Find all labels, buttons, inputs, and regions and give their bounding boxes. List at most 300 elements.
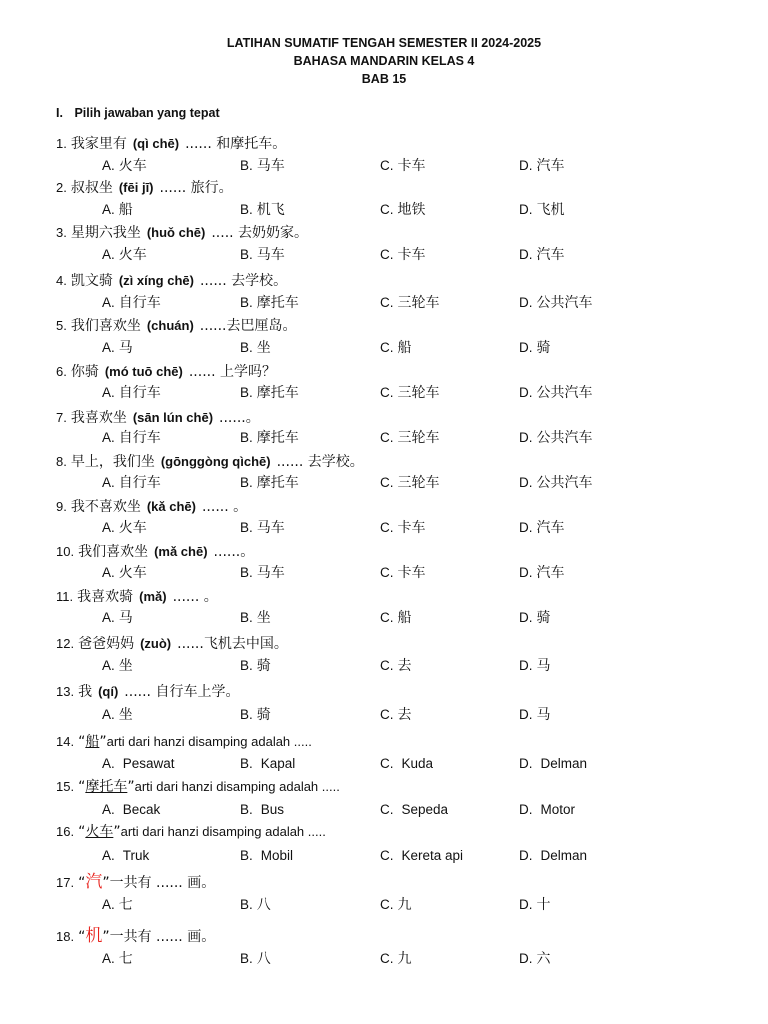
option-letter: A. <box>102 802 115 817</box>
answer-option[interactable] <box>240 245 285 265</box>
answer-option[interactable] <box>380 705 412 725</box>
answer-option[interactable] <box>519 473 593 493</box>
option-text: 骑 <box>256 707 271 723</box>
option-text: 摩托车 <box>256 385 299 401</box>
option-text: 船 <box>397 340 412 356</box>
option-letter: C. <box>380 707 394 722</box>
answer-option[interactable] <box>380 895 412 915</box>
option-text: 三轮车 <box>397 430 440 446</box>
question-11 <box>56 587 218 607</box>
option-letter: D. <box>519 802 533 817</box>
option-letter: B. <box>240 520 253 535</box>
question-blank: ...... 旅行。 <box>159 180 233 196</box>
option-text: Kapal <box>260 756 296 771</box>
question-number: 6. <box>56 364 67 379</box>
option-letter: B. <box>240 951 253 966</box>
question-2 <box>56 178 233 198</box>
answer-option[interactable] <box>519 383 593 403</box>
pinyin: (mǎ) <box>139 589 167 604</box>
option-text: 机飞 <box>256 202 285 218</box>
answer-option[interactable] <box>380 949 412 969</box>
question-blank: ......飞机去中国。 <box>177 636 288 652</box>
option-letter: A. <box>102 158 115 173</box>
answer-option[interactable] <box>240 338 271 358</box>
option-letter: A. <box>102 295 115 310</box>
option-text: 三轮车 <box>397 295 440 311</box>
option-text: 卡车 <box>397 565 426 581</box>
option-text: 汽车 <box>536 247 565 263</box>
option-letter: B. <box>240 385 253 400</box>
question-text: arti dari hanzi disamping adalah ..... <box>134 779 340 794</box>
hanzi-highlight: 机 <box>85 926 103 946</box>
answer-option[interactable] <box>102 383 161 403</box>
answer-option[interactable] <box>380 846 463 866</box>
option-letter: D. <box>519 158 533 173</box>
answer-option[interactable] <box>102 800 160 820</box>
answer-option[interactable] <box>519 656 551 676</box>
answer-option[interactable] <box>102 754 175 774</box>
question-15 <box>56 777 340 797</box>
question-18 <box>56 926 215 947</box>
option-text: 去 <box>397 658 412 674</box>
option-letter: A. <box>102 565 115 580</box>
question-text: arti dari hanzi disamping adalah ..... <box>120 824 326 839</box>
option-text: 摩托车 <box>256 295 299 311</box>
pinyin: (gōnggòng qìchē) <box>160 454 271 469</box>
answer-option[interactable] <box>380 563 426 583</box>
option-letter: C. <box>380 610 394 625</box>
option-letter: B. <box>240 565 253 580</box>
answer-option[interactable] <box>380 800 448 820</box>
answer-option[interactable] <box>380 245 426 265</box>
question-number: 4. <box>56 273 67 288</box>
option-letter: C. <box>380 848 394 863</box>
option-letter: A. <box>102 430 115 445</box>
answer-option[interactable] <box>240 800 284 820</box>
answer-option[interactable] <box>102 563 147 583</box>
answer-option[interactable] <box>519 800 575 820</box>
option-text: 马 <box>536 707 551 723</box>
option-letter: C. <box>380 340 394 355</box>
option-text: 自行车 <box>118 385 161 401</box>
option-letter: A. <box>102 610 115 625</box>
question-text: 我家里有 <box>70 136 127 152</box>
question-number: 5. <box>56 318 67 333</box>
answer-option[interactable] <box>519 156 565 176</box>
answer-option[interactable] <box>102 518 147 538</box>
question-blank: ......。 <box>213 544 255 560</box>
question-number: 11. <box>56 589 74 604</box>
answer-option[interactable] <box>380 608 412 628</box>
option-letter: D. <box>519 565 533 580</box>
quote-open: “ <box>78 875 86 891</box>
option-text: 火车 <box>118 247 147 263</box>
option-text: 坐 <box>256 340 271 356</box>
option-text: 火车 <box>118 565 147 581</box>
option-letter: C. <box>380 475 394 490</box>
answer-option[interactable] <box>380 473 440 493</box>
question-text: 星期六我坐 <box>70 225 141 241</box>
option-letter: B. <box>240 610 253 625</box>
option-text: 坐 <box>118 658 133 674</box>
answer-option[interactable] <box>380 428 440 448</box>
option-text: 骑 <box>536 340 551 356</box>
question-1 <box>56 134 286 154</box>
question-text: 我们喜欢坐 <box>78 544 149 560</box>
option-letter: B. <box>240 756 253 771</box>
option-text: 卡车 <box>397 158 426 174</box>
answer-option[interactable] <box>380 156 426 176</box>
question-13 <box>56 682 239 702</box>
option-letter: C. <box>380 520 394 535</box>
option-text: 八 <box>256 897 271 913</box>
question-16 <box>56 822 326 842</box>
option-letter: D. <box>519 520 533 535</box>
option-letter: C. <box>380 565 394 580</box>
option-letter: D. <box>519 658 533 673</box>
answer-option[interactable] <box>240 156 285 176</box>
option-letter: C. <box>380 247 394 262</box>
option-letter: A. <box>102 658 115 673</box>
option-letter: D. <box>519 707 533 722</box>
answer-option[interactable] <box>102 608 133 628</box>
answer-option[interactable] <box>102 705 133 725</box>
answer-option[interactable] <box>102 656 133 676</box>
answer-option[interactable] <box>240 563 285 583</box>
quote-open: “ <box>78 929 86 945</box>
answer-option[interactable] <box>240 293 299 313</box>
answer-option[interactable] <box>240 383 299 403</box>
option-text: 九 <box>397 951 412 967</box>
option-text: 公共汽车 <box>536 385 593 401</box>
option-letter: A. <box>102 951 115 966</box>
answer-option[interactable] <box>240 428 299 448</box>
answer-option[interactable] <box>519 846 587 866</box>
question-7 <box>56 408 260 428</box>
option-letter: D. <box>519 756 533 771</box>
option-letter: A. <box>102 247 115 262</box>
question-blank: ......去巴厘岛。 <box>199 318 297 334</box>
question-blank: ...... 去学校。 <box>199 273 288 289</box>
quote-open: “ <box>78 734 86 750</box>
option-letter: B. <box>240 475 253 490</box>
option-text: 八 <box>256 951 271 967</box>
option-text: 三轮车 <box>397 475 440 491</box>
question-number: 3. <box>56 225 67 240</box>
option-text: 公共汽车 <box>536 295 593 311</box>
answer-option[interactable] <box>519 245 565 265</box>
option-text: 坐 <box>118 707 133 723</box>
option-text: 公共汽车 <box>536 475 593 491</box>
question-text: 爸爸妈妈 <box>78 636 135 652</box>
question-blank: ...... 上学吗？ <box>188 364 276 380</box>
answer-option[interactable] <box>102 200 133 220</box>
option-letter: D. <box>519 340 533 355</box>
answer-option[interactable] <box>519 518 565 538</box>
option-text: 汽车 <box>536 565 565 581</box>
title-line-2: BAHASA MANDARIN KELAS 4 <box>293 54 475 68</box>
hanzi-highlight: 汽 <box>85 872 103 892</box>
answer-option[interactable] <box>102 156 147 176</box>
option-letter: B. <box>240 340 253 355</box>
option-text: 自行车 <box>118 295 161 311</box>
pinyin: (chuán) <box>146 318 194 333</box>
option-letter: A. <box>102 202 115 217</box>
pinyin: (mó tuō chē) <box>104 364 183 379</box>
option-text: 火车 <box>118 158 147 174</box>
title-line-1: LATIHAN SUMATIF TENGAH SEMESTER II 2024-2025 <box>226 36 542 50</box>
quote-close: ” <box>113 824 121 840</box>
answer-option[interactable] <box>102 949 133 969</box>
option-letter: B. <box>240 658 253 673</box>
answer-option[interactable] <box>240 846 293 866</box>
option-letter: C. <box>380 658 394 673</box>
answer-option[interactable] <box>519 428 593 448</box>
option-letter: D. <box>519 848 533 863</box>
question-14 <box>56 732 312 752</box>
quote-open: “ <box>78 779 86 795</box>
option-text: Sepeda <box>401 802 449 817</box>
option-text: Delman <box>540 756 588 771</box>
question-text: 一共有 ...... 画。 <box>109 929 216 945</box>
question-number: 7. <box>56 410 67 425</box>
option-text: 马车 <box>256 158 285 174</box>
pinyin: (qí) <box>98 684 119 699</box>
option-letter: B. <box>240 158 253 173</box>
option-letter: C. <box>380 802 394 817</box>
option-text: 马 <box>536 658 551 674</box>
option-letter: D. <box>519 295 533 310</box>
section-number: I. <box>56 106 63 120</box>
question-blank: ...... 。 <box>201 499 248 515</box>
option-text: 十 <box>536 897 551 913</box>
option-letter: B. <box>240 430 253 445</box>
question-blank: ..... 去奶奶家。 <box>211 225 309 241</box>
question-text: 我们喜欢坐 <box>70 318 141 334</box>
question-number: 12. <box>56 636 75 651</box>
option-text: 骑 <box>256 658 271 674</box>
option-letter: C. <box>380 385 394 400</box>
option-letter: B. <box>240 295 253 310</box>
answer-option[interactable] <box>519 949 551 969</box>
option-text: 汽车 <box>536 520 565 536</box>
option-text: 船 <box>118 202 133 218</box>
question-blank: ...... 。 <box>172 589 218 605</box>
answer-option[interactable] <box>380 293 440 313</box>
title-line-3: BAB 15 <box>361 72 407 86</box>
question-number: 16. <box>56 824 75 839</box>
option-text: 马 <box>118 610 133 626</box>
answer-option[interactable] <box>519 895 551 915</box>
question-number: 2. <box>56 180 67 195</box>
question-blank: ...... 和摩托车。 <box>185 136 287 152</box>
answer-option[interactable] <box>380 754 433 774</box>
quote-close: ” <box>127 779 135 795</box>
question-text: 我喜欢骑 <box>77 589 134 605</box>
question-8 <box>56 452 364 472</box>
question-3 <box>56 223 308 243</box>
answer-option[interactable] <box>380 518 426 538</box>
answer-option[interactable] <box>519 338 551 358</box>
answer-option[interactable] <box>240 473 299 493</box>
option-text: 摩托车 <box>256 430 299 446</box>
question-number: 9. <box>56 499 67 514</box>
section-heading <box>56 106 220 120</box>
answer-option[interactable] <box>102 428 161 448</box>
option-text: 马车 <box>256 520 285 536</box>
question-text: 凯文骑 <box>70 273 113 289</box>
option-letter: C. <box>380 897 394 912</box>
answer-option[interactable] <box>240 705 271 725</box>
answer-option[interactable] <box>240 949 271 969</box>
section-title: Pilih jawaban yang tepat <box>74 106 220 120</box>
option-text: 骑 <box>536 610 551 626</box>
option-text: 坐 <box>256 610 271 626</box>
option-text: 七 <box>118 951 133 967</box>
option-text: 去 <box>397 707 412 723</box>
option-text: 马车 <box>256 565 285 581</box>
option-text: Bus <box>260 802 285 817</box>
answer-option[interactable] <box>102 846 149 866</box>
question-text: 我不喜欢坐 <box>70 499 141 515</box>
option-text: 地铁 <box>397 202 426 218</box>
answer-option[interactable] <box>519 293 593 313</box>
answer-option[interactable] <box>380 383 440 403</box>
pinyin: (kǎ chē) <box>146 499 196 514</box>
answer-option[interactable] <box>102 473 161 493</box>
question-9 <box>56 497 247 517</box>
option-text: Pesawat <box>122 756 175 771</box>
option-letter: D. <box>519 475 533 490</box>
question-17 <box>56 872 215 893</box>
answer-option[interactable] <box>519 754 587 774</box>
option-text: Truk <box>122 848 150 863</box>
option-letter: C. <box>380 951 394 966</box>
question-number: 10. <box>56 544 75 559</box>
option-letter: A. <box>102 848 115 863</box>
option-letter: A. <box>102 707 115 722</box>
option-letter: B. <box>240 707 253 722</box>
option-text: 飞机 <box>536 202 565 218</box>
option-letter: C. <box>380 295 394 310</box>
option-letter: B. <box>240 247 253 262</box>
hanzi-prompt: 摩托车 <box>85 779 128 795</box>
option-text: Delman <box>540 848 588 863</box>
question-10 <box>56 542 254 562</box>
hanzi-prompt: 船 <box>85 734 100 750</box>
option-letter: A. <box>102 385 115 400</box>
question-blank: ...... 自行车上学。 <box>124 684 240 700</box>
pinyin: (zì xíng chē) <box>118 273 194 288</box>
option-text: 七 <box>118 897 133 913</box>
option-letter: C. <box>380 756 394 771</box>
option-letter: B. <box>240 202 253 217</box>
pinyin: (huǒ chē) <box>146 225 206 240</box>
question-text: arti dari hanzi disamping adalah ..... <box>106 734 312 749</box>
option-letter: B. <box>240 897 253 912</box>
answer-option[interactable] <box>519 200 565 220</box>
quote-close: ” <box>102 929 110 945</box>
question-text: 我喜欢坐 <box>70 410 127 426</box>
option-letter: A. <box>102 520 115 535</box>
option-letter: A. <box>102 475 115 490</box>
option-text: 火车 <box>118 520 147 536</box>
answer-option[interactable] <box>102 293 161 313</box>
option-text: Mobil <box>260 848 294 863</box>
quote-open: “ <box>78 824 86 840</box>
option-letter: D. <box>519 202 533 217</box>
answer-option[interactable] <box>380 338 412 358</box>
answer-option[interactable] <box>240 656 271 676</box>
option-letter: D. <box>519 897 533 912</box>
question-number: 15. <box>56 779 75 794</box>
question-blank: ...... 去学校。 <box>276 454 364 470</box>
option-text: 马 <box>118 340 133 356</box>
option-letter: B. <box>240 802 253 817</box>
answer-option[interactable] <box>519 563 565 583</box>
option-text: 摩托车 <box>256 475 299 491</box>
option-text: 公共汽车 <box>536 430 593 446</box>
option-text: 自行车 <box>118 430 161 446</box>
option-letter: D. <box>519 430 533 445</box>
option-text: Motor <box>540 802 576 817</box>
question-text: 叔叔坐 <box>70 180 113 196</box>
option-text: Becak <box>122 802 161 817</box>
question-number: 18. <box>56 929 75 944</box>
answer-option[interactable] <box>102 895 133 915</box>
question-text: 一共有 ...... 画。 <box>109 875 216 891</box>
answer-option[interactable] <box>240 518 285 538</box>
answer-option[interactable] <box>240 608 271 628</box>
question-text: 我 <box>78 684 93 700</box>
answer-option[interactable] <box>380 656 412 676</box>
question-5 <box>56 316 297 336</box>
option-letter: B. <box>240 848 253 863</box>
option-text: Kuda <box>401 756 434 771</box>
answer-option[interactable] <box>519 705 551 725</box>
answer-option[interactable] <box>240 754 295 774</box>
option-letter: D. <box>519 610 533 625</box>
answer-option[interactable] <box>102 245 147 265</box>
option-text: Kereta api <box>401 848 464 863</box>
answer-option[interactable] <box>240 200 285 220</box>
option-letter: D. <box>519 247 533 262</box>
answer-option[interactable] <box>240 895 271 915</box>
question-number: 1. <box>56 136 67 151</box>
answer-option[interactable] <box>519 608 551 628</box>
question-number: 13. <box>56 684 75 699</box>
option-text: 卡车 <box>397 520 426 536</box>
pinyin: (qì chē) <box>132 136 180 151</box>
hanzi-prompt: 火车 <box>85 824 114 840</box>
option-text: 九 <box>397 897 412 913</box>
option-text: 自行车 <box>118 475 161 491</box>
option-letter: D. <box>519 951 533 966</box>
option-text: 三轮车 <box>397 385 440 401</box>
option-letter: C. <box>380 430 394 445</box>
question-blank: ......。 <box>219 410 260 426</box>
option-text: 六 <box>536 951 551 967</box>
question-number: 14. <box>56 734 75 749</box>
option-letter: A. <box>102 340 115 355</box>
answer-option[interactable] <box>380 200 426 220</box>
question-number: 8. <box>56 454 67 469</box>
answer-option[interactable] <box>102 338 133 358</box>
question-number: 17. <box>56 875 75 890</box>
option-letter: C. <box>380 202 394 217</box>
quote-close: ” <box>99 734 107 750</box>
option-text: 马车 <box>256 247 285 263</box>
